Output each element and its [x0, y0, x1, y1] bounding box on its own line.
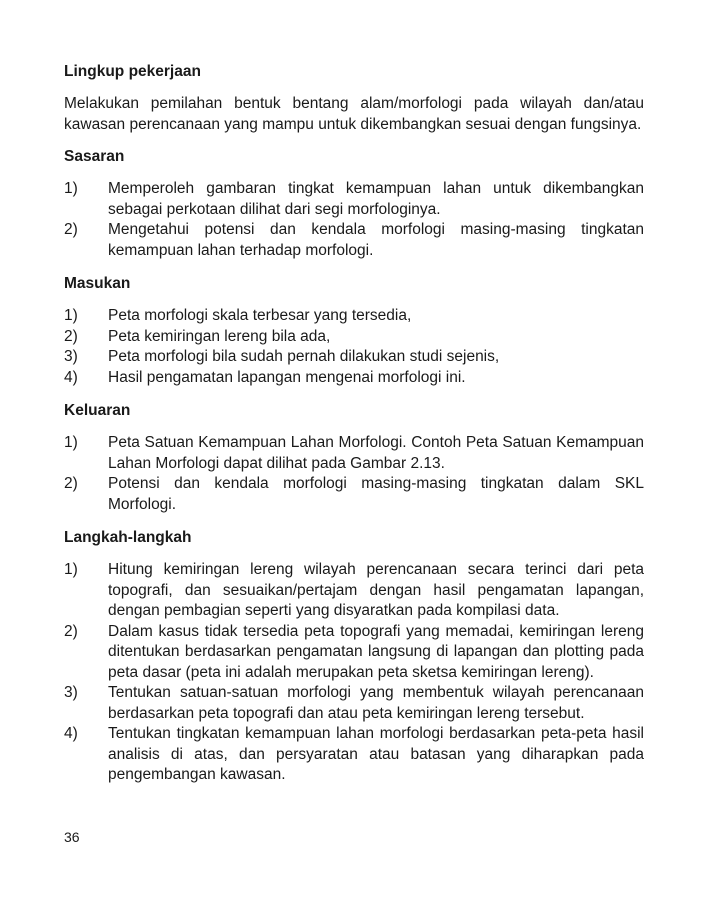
list-item [64, 347, 644, 368]
section-heading: Sasaran [64, 148, 125, 165]
section-paragraph: Melakukan pemilahan bentuk bentang alam/morfologi pada wilayah dan/atau kawasan perencanaan yang mampu untuk dikembangkan sesuai dengan fungsinya. [64, 95, 644, 133]
section-lingkup-pekerjaan [64, 62, 644, 135]
numbered-list [64, 560, 644, 786]
list-item-text: Potensi dan kendala morfologi masing-masing tingkatan dalam SKL Morfologi. [108, 475, 644, 513]
list-item [64, 220, 644, 261]
list-item-number: 2) [64, 622, 78, 640]
list-item-number: 2) [64, 221, 78, 238]
section-heading: Masukan [64, 275, 131, 292]
list-item-text: Hasil pengamatan lapangan mengenai morfologi ini. [108, 368, 466, 386]
section-masukan [64, 274, 644, 388]
list-item-number: 3) [64, 684, 78, 701]
list-item-number: 1) [64, 307, 78, 324]
list-item-text: Dalam kasus tidak tersedia peta topografi yang memadai, kemiringan lereng ditentukan berdasarkan pengamatan langsung di lapangan dan plotting pada peta dasar (peta ini adalah merupakan peta sketsa kemiringan lereng). [108, 622, 644, 681]
list-item-number: 3) [64, 348, 78, 365]
list-item-number: 1) [64, 561, 78, 578]
section-heading: Langkah-langkah [64, 529, 192, 546]
list-item [64, 327, 644, 348]
list-item [64, 368, 644, 389]
list-item-text: Peta morfologi bila sudah pernah dilakukan studi sejenis, [108, 348, 500, 365]
list-item-text: Hitung kemiringan lereng wilayah perencanaan secara terinci dari peta topografi, dan sesuaikan/pertajam dengan hasil pengamatan lapangan, dengan pembagian seperti yang disyaratkan pada kompilasi data. [108, 561, 644, 619]
list-item-number: 2) [64, 475, 78, 492]
list-item-text: Peta morfologi skala terbesar yang tersedia, [108, 307, 412, 324]
list-item [64, 683, 644, 724]
numbered-list [64, 306, 644, 388]
list-item-text: Tentukan tingkatan kemampuan lahan morfologi berdasarkan peta-peta hasil analisis di atas, dan persyaratan atau batasan yang diharapkan pada pengembangan kawasan. [108, 725, 644, 783]
list-item-number: 4) [64, 368, 78, 386]
section-keluaran [64, 401, 644, 515]
list-item-number: 1) [64, 434, 78, 451]
numbered-list [64, 433, 644, 515]
list-item [64, 433, 644, 474]
list-item-text: Tentukan satuan-satuan morfologi yang membentuk wilayah perencanaan berdasarkan peta topografi dan atau peta kemiringan lereng tersebut. [108, 684, 644, 722]
section-langkah-langkah [64, 528, 644, 786]
list-item-text: Peta Satuan Kemampuan Lahan Morfologi. Contoh Peta Satuan Kemampuan Lahan Morfologi dapat dilihat pada Gambar 2.13. [108, 434, 644, 472]
list-item [64, 179, 644, 220]
page-number: 36 [64, 829, 80, 845]
section-sasaran [64, 147, 644, 261]
list-item-number: 2) [64, 327, 78, 345]
section-heading: Lingkup pekerjaan [64, 63, 201, 80]
list-item [64, 622, 644, 684]
list-item [64, 724, 644, 786]
list-item-number: 1) [64, 180, 78, 197]
list-item-text: Memperoleh gambaran tingkat kemampuan lahan untuk dikembangkan sebagai perkotaan dilihat dari segi morfologinya. [108, 180, 644, 218]
list-item [64, 474, 644, 515]
list-item [64, 306, 644, 327]
list-item [64, 560, 644, 622]
list-item-text: Mengetahui potensi dan kendala morfologi masing-masing tingkatan kemampuan lahan terhadap morfologi. [108, 221, 644, 259]
list-item-text: Peta kemiringan lereng bila ada, [108, 327, 331, 345]
numbered-list [64, 179, 644, 261]
section-heading: Keluaran [64, 402, 131, 419]
list-item-number: 4) [64, 725, 78, 742]
